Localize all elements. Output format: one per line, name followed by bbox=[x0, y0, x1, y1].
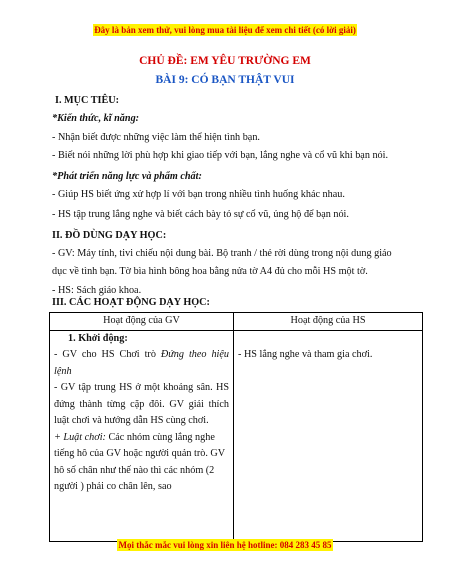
activities-table bbox=[49, 312, 423, 542]
activity-paragraph: - GV cho HS Chơi trò Đứng theo hiệu lệnh bbox=[54, 349, 230, 377]
materials-line: - GV: Máy tính, tivi chiếu nội dung bài. Bộ tranh / thẻ rời dùng trong nội dung giáo bbox=[52, 248, 392, 259]
student-activity-cell bbox=[234, 330, 423, 541]
preview-banner: Đây là bản xem thử, vui lòng mua tài liệu để xem chi tiết (có lời giải) bbox=[94, 25, 356, 35]
teacher-activity-cell bbox=[50, 330, 234, 541]
materials-line: dục về tình bạn. Tờ bìa hình bông hoa bằng nửa tờ A4 đủ cho mỗi HS một tờ. bbox=[52, 266, 368, 277]
ability-heading: *Phát triển năng lực và phẩm chất: bbox=[52, 171, 202, 182]
student-activity-text: - HS lắng nghe và tham gia chơi. bbox=[238, 348, 373, 360]
knowledge-heading: *Kiến thức, kĩ năng: bbox=[52, 113, 140, 124]
knowledge-item: - Biết nói những lời phù hợp khi giao tiếp với bạn, lắng nghe và cổ vũ khi bạn nói. bbox=[52, 150, 389, 161]
section-materials-title: II. ĐỒ DÙNG DẠY HỌC: bbox=[52, 230, 167, 241]
activity-heading: 1. Khởi động: bbox=[68, 332, 128, 344]
topic-title: CHỦ ĐỀ: EM YÊU TRƯỜNG EM bbox=[139, 55, 311, 67]
section-activities-title: III. CÁC HOẠT ĐỘNG DẠY HỌC: bbox=[52, 297, 210, 308]
materials-line: - HS: Sách giáo khoa. bbox=[52, 285, 142, 296]
rules-paragraph: + Luật chơi: Các nhóm cùng lắng nghe tiếng hô của GV hoặc người quản trò. GV hô số chân như thế nào thì các nhóm (2 người ) phải co chân lên, sao bbox=[54, 431, 225, 492]
section-objectives-title: I. MỤC TIÊU: bbox=[55, 95, 120, 106]
lesson-title: BÀI 9: CÓ BẠN THẬT VUI bbox=[155, 74, 295, 86]
hotline-banner: Mọi thắc mắc vui lòng xin liên hệ hotline: 084 283 45 85 bbox=[118, 540, 332, 550]
activity-paragraph: - GV tập trung HS ở một khoảng sân. HS đứng thành từng cặp đôi. GV giải thích luật chơi và hướng dẫn HS cùng chơi. bbox=[54, 382, 229, 426]
ability-item: - Giúp HS biết ứng xử hợp lí với bạn trong nhiều tình huống khác nhau. bbox=[52, 189, 345, 200]
teacher-column-header: Hoạt động của GV bbox=[50, 313, 234, 331]
knowledge-item: - Nhận biết được những việc làm thể hiện tình bạn. bbox=[52, 132, 260, 143]
ability-item: - HS tập trung lắng nghe và biết cách bày tỏ sự cổ vũ, ủng hộ để bạn nói. bbox=[52, 209, 349, 220]
student-column-header: Hoạt động của HS bbox=[234, 313, 423, 331]
